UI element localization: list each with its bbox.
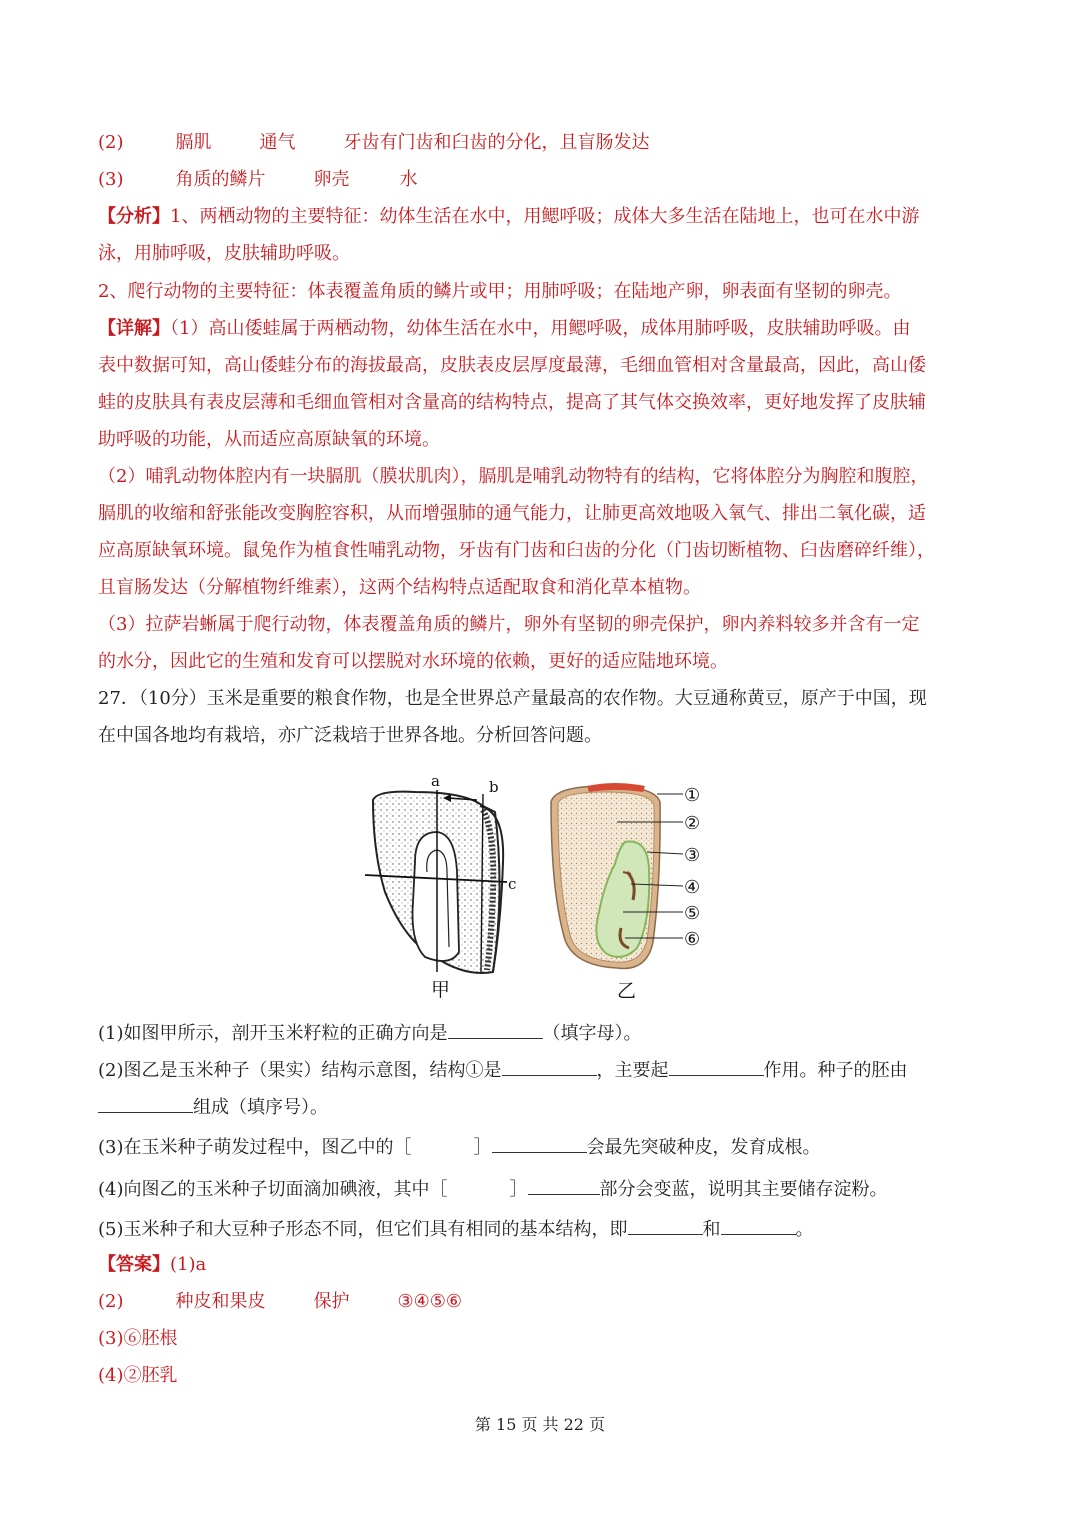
answer-blank[interactable]: [492, 1134, 587, 1153]
answer-number: (2): [98, 1291, 124, 1312]
label-num-6: ⑥: [684, 929, 701, 950]
answer-item: 种皮和果皮: [175, 1291, 266, 1312]
question-5: [98, 1216, 982, 1242]
detail-text: （1）高山倭蛙属于两栖动物，幼体生活在水中，用鳃呼吸，成体用肺呼吸，皮肤辅助呼吸。由: [170, 318, 911, 339]
question-text: (3)在玉米种子萌发过程中，图乙中的［: [98, 1137, 412, 1158]
question-text: ］: [473, 1137, 492, 1158]
answer-item: 通气: [259, 132, 296, 153]
answer-item: 膈肌: [175, 132, 212, 153]
analysis-line-1: [98, 205, 982, 229]
answer-blank[interactable]: [721, 1216, 796, 1235]
question-text: (2)图乙是玉米种子（果实）结构示意图，结构①是: [98, 1060, 502, 1081]
label-num-2: ②: [684, 813, 701, 834]
question-text: 组成（填序号）。: [193, 1097, 328, 1118]
question-3: [98, 1134, 982, 1160]
analysis-line-3: 2、爬行动物的主要特征：体表覆盖角质的鳞片或甲；用肺呼吸；在陆地产卵，卵表面有坚韧的卵壳。: [98, 281, 902, 302]
answer-item: 水: [399, 169, 418, 190]
answer-item: ③④⑤⑥: [397, 1291, 463, 1312]
answer-tag: 【答案】: [98, 1254, 170, 1275]
seed-jia: [365, 772, 516, 1001]
label-num-1: ①: [684, 785, 701, 806]
detail-line-9: （3）拉萨岩蜥属于爬行动物，体表覆盖角质的鳞片，卵外有坚韧的卵壳保护，卵内养料较多并含有一定: [98, 614, 920, 635]
answer-blank[interactable]: [628, 1216, 703, 1235]
question-text: ，主要起: [596, 1060, 669, 1081]
label-a: a: [431, 772, 440, 790]
answer-blank[interactable]: [528, 1176, 600, 1195]
detail-line-8: 且盲肠发达（分解植物纤维素），这两个结构特点适配取食和消化草本植物。: [98, 577, 701, 598]
question-text: (5)玉米种子和大豆种子形态不同，但它们具有相同的基本结构，即: [98, 1219, 628, 1240]
detail-tag: 【详解】: [98, 318, 170, 339]
detail-line-1: [98, 317, 982, 341]
answer-blank[interactable]: [98, 1094, 193, 1113]
answer-item: 保护: [313, 1291, 350, 1312]
question-4: [98, 1176, 982, 1202]
answer-line-2: [98, 131, 982, 155]
detail-line-5: （2）哺乳动物体腔内有一块膈肌（膜状肌肉），膈肌是哺乳动物特有的结构，它将体腔分为胸腔和腹腔，: [98, 466, 929, 487]
question-text: (1)如图甲所示，剖开玉米籽粒的正确方向是: [98, 1023, 448, 1044]
detail-line-4: 助呼吸的功能，从而适应高原缺氧的环境。: [98, 429, 440, 450]
detail-line-2: 表中数据可知，高山倭蛙分布的海拔最高，皮肤表皮层厚度最薄，毛细血管相对含量最高，因此，高山倭: [98, 355, 926, 376]
corn-seed-diagram: [355, 772, 715, 1007]
caption-jia: 甲: [431, 979, 451, 1001]
answer-blank[interactable]: [448, 1020, 543, 1039]
question-text: （填字母）。: [542, 1023, 642, 1044]
question-text: (4)向图乙的玉米种子切面滴加碘液，其中［: [98, 1179, 448, 1200]
label-b: b: [489, 778, 499, 796]
answer-key-4: (4)②胚乳: [98, 1365, 178, 1386]
question-text: 。: [795, 1219, 814, 1240]
answer-number: (2): [98, 132, 124, 153]
caption-yi: 乙: [617, 980, 637, 1002]
question-27-line-2: 在中国各地均有栽培，亦广泛栽培于世界各地。分析回答问题。: [98, 725, 602, 746]
answer-key-1: [98, 1253, 982, 1277]
detail-line-3: 蛙的皮肤具有表皮层薄和毛细血管相对含量高的结构特点，提高了其气体交换效率，更好地发挥了皮肤辅: [98, 392, 926, 413]
corn-seed-figure: [355, 772, 715, 1007]
answer-key-3: (3)⑥胚根: [98, 1328, 178, 1349]
question-27-line-1: 27．（10分）玉米是重要的粮食作物，也是全世界总产量最高的农作物。大豆通称黄豆，原产于中国，现: [98, 688, 927, 709]
detail-line-6: 膈肌的收缩和舒张能改变胸腔容积，从而增强肺的通气能力，让肺更高效地吸入氧气、排出二氧化碳，适: [98, 503, 926, 524]
analysis-text: 1、两栖动物的主要特征：幼体生活在水中，用鳃呼吸；成体大多生活在陆地上，也可在水中游: [170, 206, 920, 227]
page-footer: 第 15 页 共 22 页: [474, 1415, 606, 1434]
answer-blank[interactable]: [669, 1057, 764, 1076]
analysis-tag: 【分析】: [98, 206, 170, 227]
label-c: c: [508, 875, 517, 893]
question-2-cont: [98, 1094, 982, 1120]
answer-key-2: [98, 1290, 982, 1314]
answer-number: (3): [98, 169, 124, 190]
answer-blank[interactable]: [502, 1057, 597, 1076]
question-1: [98, 1020, 982, 1046]
seed-yi: [551, 783, 700, 1002]
label-num-4: ④: [684, 877, 701, 898]
detail-line-7: 应高原缺氧环境。鼠兔作为植食性哺乳动物，牙齿有门齿和臼齿的分化（门齿切断植物、臼齿磨碎纤维），: [98, 540, 935, 561]
question-text: 作用。种子的胚由: [763, 1060, 908, 1081]
label-num-3: ③: [684, 845, 701, 866]
answer-item: 牙齿有门齿和臼齿的分化，且盲肠发达: [343, 132, 650, 153]
question-text: ］: [509, 1179, 528, 1200]
answer-item: 角质的鳞片: [175, 169, 266, 190]
detail-line-10: 的水分，因此它的生殖和发育可以摆脱对水环境的依赖，更好的适应陆地环境。: [98, 651, 728, 672]
label-num-5: ⑤: [684, 903, 701, 924]
answer-item: 卵壳: [313, 169, 350, 190]
answer-line-3: [98, 168, 982, 192]
question-text: 会最先突破种皮，发育成根。: [586, 1137, 821, 1158]
answer-text: (1)a: [170, 1254, 207, 1275]
question-text: 和: [702, 1219, 721, 1240]
question-text: 部分会变蓝，说明其主要储存淀粉。: [599, 1179, 888, 1200]
analysis-line-2: 泳，用肺呼吸，皮肤辅助呼吸。: [98, 243, 350, 264]
question-2: [98, 1057, 982, 1083]
